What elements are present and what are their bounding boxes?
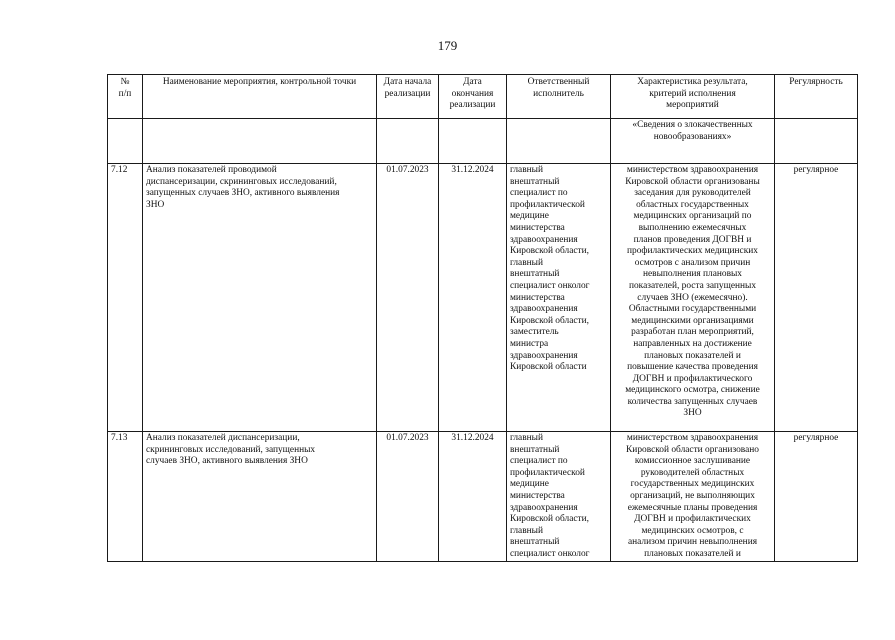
header-end-date: Дата окончания реализации (439, 75, 507, 119)
header-responsible: Ответственный исполнитель (507, 75, 611, 119)
cell-result: министерством здравоохранения Кировской области организованы заседания для руководителей областных государственных медицинских организаций по выполнению ежемесячных планов проведения ДОГВН и профилактических медицинских осмотров с анализом причин невыполнения плановых показателей, роста запущенных случаев ЗНО (ежемесячно). Областными государственными медицинскими организациями разработан план мероприятий, направленных на достижение плановых показателей и повышение качества проведения ДОГВН и профилактического медицинского осмотра, снижение количества запущенных случаев ЗНО (611, 164, 775, 432)
cell-start: 01.07.2023 (377, 432, 439, 562)
table-row (108, 432, 858, 562)
cell-result: «Сведения о злокачественных новообразованиях» (611, 119, 775, 164)
header-result: Характеристика результата, критерий исполнения мероприятий (611, 75, 775, 119)
activities-table (107, 74, 858, 562)
page-number: 179 (437, 38, 458, 53)
header-regularity: Регулярность (775, 75, 858, 119)
header-name: Наименование мероприятия, контрольной точки (143, 75, 377, 119)
cell-start (377, 119, 439, 164)
header-num: № п/п (108, 75, 143, 119)
table-row-continuation (108, 119, 858, 164)
cell-name: Анализ показателей диспансеризации, скрининговых исследований, запущенных случаев ЗНО, активного выявления ЗНО (143, 432, 377, 562)
cell-end: 31.12.2024 (439, 164, 507, 432)
cell-num: 7.12 (108, 164, 143, 432)
cell-name (143, 119, 377, 164)
cell-name: Анализ показателей проводимой диспансеризации, скрининговых исследований, запущенных случаев ЗНО, активного выявления ЗНО (143, 164, 377, 432)
cell-start: 01.07.2023 (377, 164, 439, 432)
cell-responsible: главный внештатный специалист по профилактической медицине министерства здравоохранения Кировской области, главный внештатный специалист онколог (507, 432, 611, 562)
cell-num: 7.13 (108, 432, 143, 562)
cell-regularity: регулярное (775, 164, 858, 432)
cell-responsible (507, 119, 611, 164)
header-start-date: Дата начала реализации (377, 75, 439, 119)
table-row (108, 164, 858, 432)
cell-num (108, 119, 143, 164)
cell-regularity (775, 119, 858, 164)
cell-end (439, 119, 507, 164)
cell-result: министерством здравоохранения Кировской области организовано комиссионное заслушивание руководителей областных государственных медицинских организаций, не выполняющих ежемесячные планы проведения ДОГВН и профилактических медицинских осмотров, с анализом причин невыполнения плановых показателей и (611, 432, 775, 562)
table-header-row (108, 75, 858, 119)
cell-responsible: главный внештатный специалист по профилактической медицине министерства здравоохранения Кировской области, главный внештатный специалист онколог министерства здравоохранения Кировской области, заместитель министра здравоохранения Кировской области (507, 164, 611, 432)
cell-end: 31.12.2024 (439, 432, 507, 562)
cell-regularity: регулярное (775, 432, 858, 562)
